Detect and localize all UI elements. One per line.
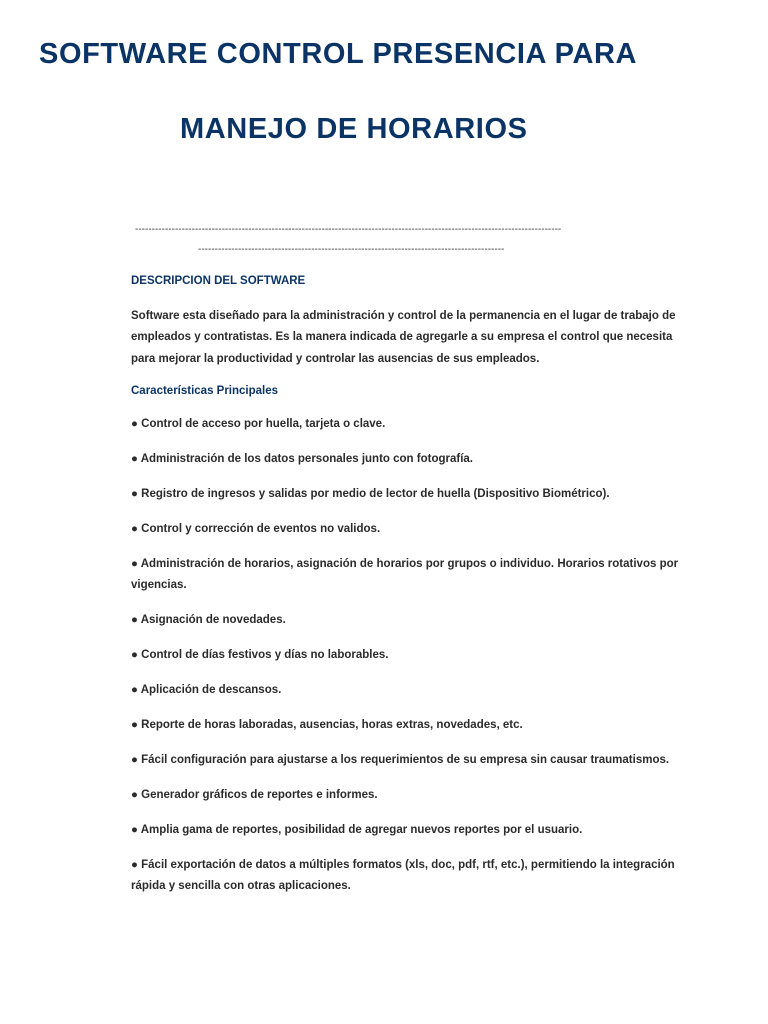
dashed-divider-1: -------------------------------------------------------------------------------------------------------------------------------- — [135, 224, 562, 235]
features-heading: Características Principales — [131, 384, 279, 397]
document-body — [131, 273, 691, 897]
feature-item: ● Reporte de horas laboradas, ausencias, horas extras, novedades, etc. — [131, 718, 523, 731]
description-paragraph: Software esta diseñado para la administración y control de la permanencia en el lugar de trabajo de empleados y contratistas. Es la manera indicada de agregarle a su empresa el control que necesita para mejorar la productividad y controlar las ausencias de sus empleados. — [131, 310, 676, 365]
feature-item: ● Amplia gama de reportes, posibilidad de agregar nuevos reportes por el usuario. — [131, 823, 583, 836]
feature-item: ● Administración de horarios, asignación de horarios por grupos o individuo. Horarios rotativos por vigencias. — [131, 557, 679, 591]
feature-item: ● Aplicación de descansos. — [131, 683, 282, 696]
feature-item: ● Generador gráficos de reportes e informes. — [131, 788, 378, 801]
feature-item: ● Fácil exportación de datos a múltiples formatos (xls, doc, pdf, rtf, etc.), permitiendo la integración rápida y sencilla con otras aplicaciones. — [131, 858, 675, 892]
document-title-line-2: MANEJO DE HORARIOS — [180, 113, 528, 145]
feature-item: ● Fácil configuración para ajustarse a los requerimientos de su empresa sin causar traumatismos. — [131, 753, 670, 766]
document-title-line-1: SOFTWARE CONTROL PRESENCIA PARA — [39, 38, 638, 70]
feature-item: ● Control de acceso por huella, tarjeta o clave. — [131, 417, 386, 430]
description-heading: DESCRIPCION DEL SOFTWARE — [131, 275, 306, 287]
dashed-divider-2: -------------------------------------------------------------------------------------------- — [198, 244, 505, 255]
feature-item: ● Control y corrección de eventos no validos. — [131, 522, 381, 535]
feature-item: ● Registro de ingresos y salidas por medio de lector de huella (Dispositivo Biométrico). — [131, 487, 610, 500]
feature-item: ● Administración de los datos personales junto con fotografía. — [131, 452, 473, 465]
feature-item: ● Control de días festivos y días no laborables. — [131, 648, 389, 661]
features-list — [131, 414, 691, 897]
feature-item: ● Asignación de novedades. — [131, 613, 286, 626]
